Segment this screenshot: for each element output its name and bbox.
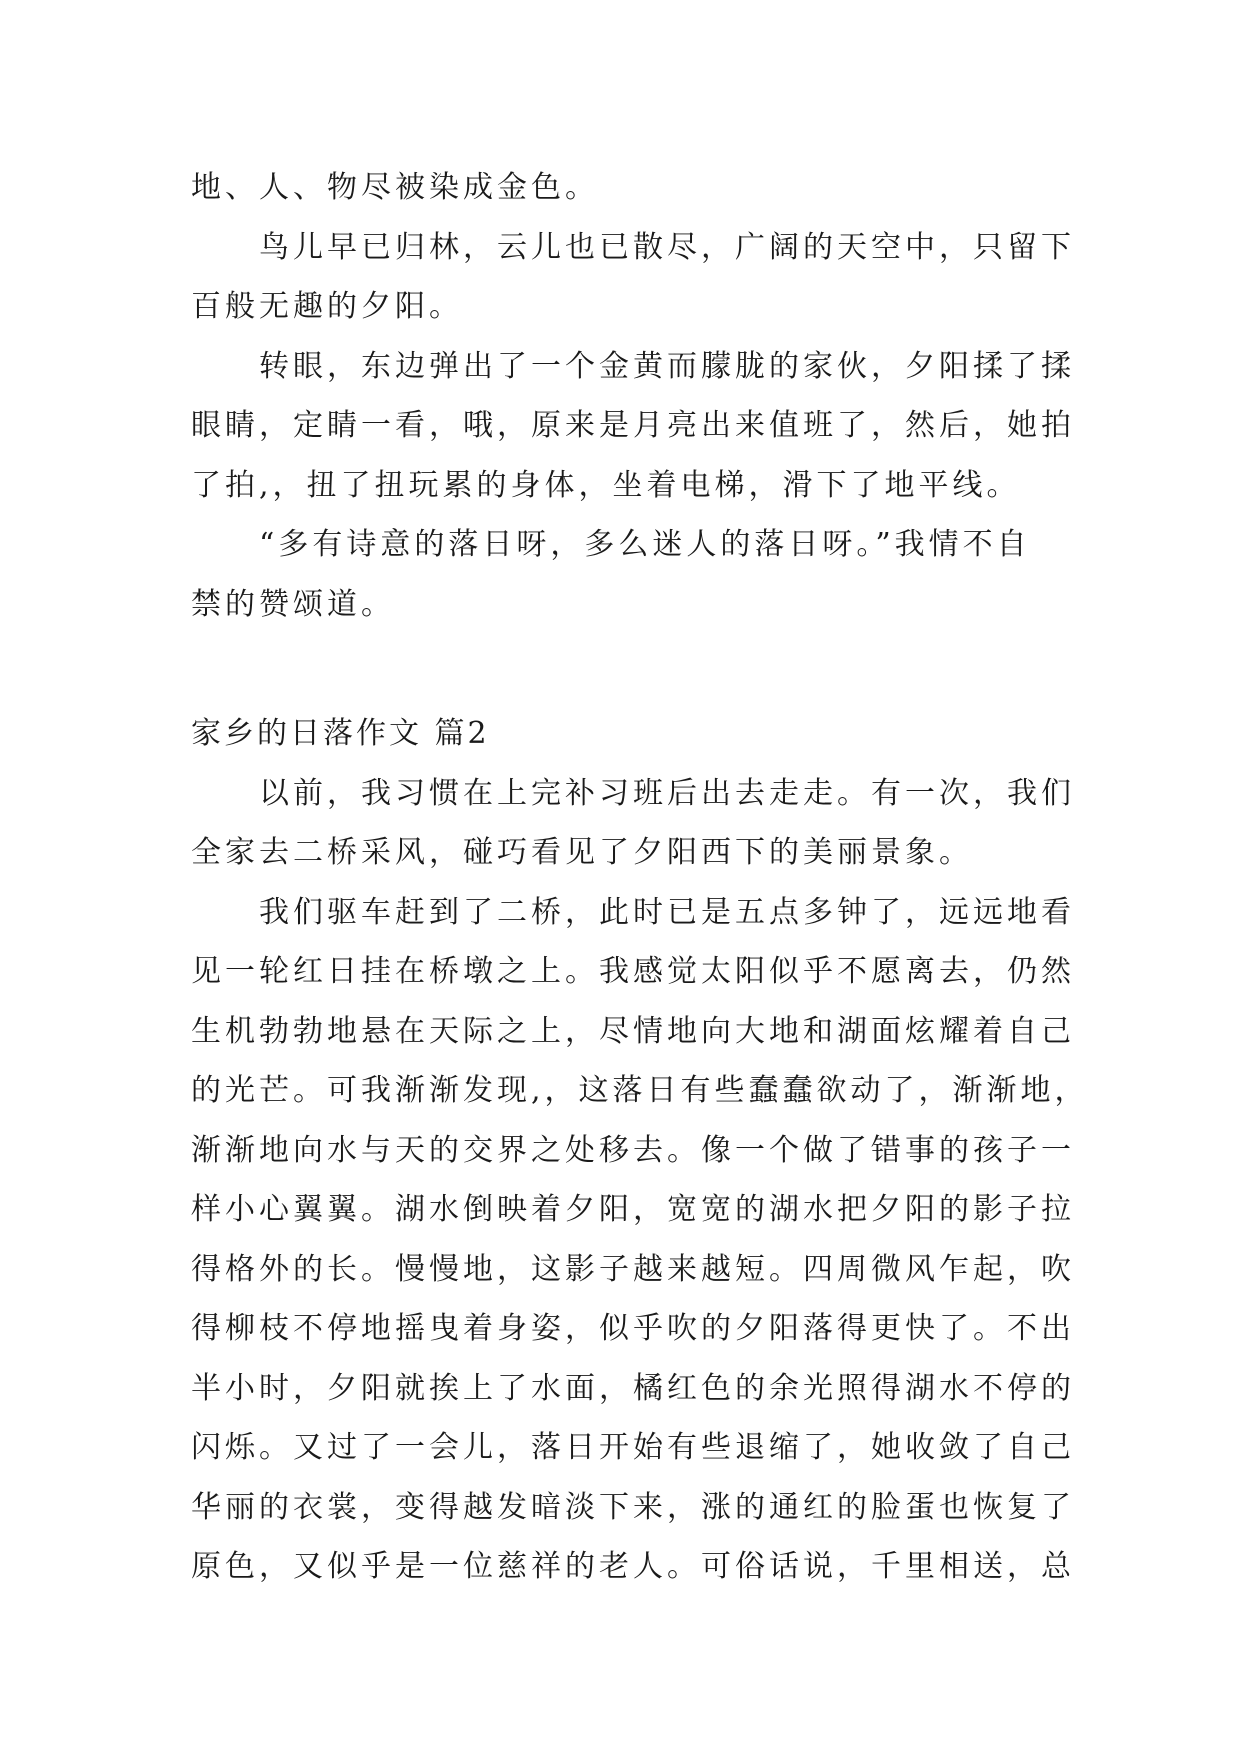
paragraph [191,883,1091,1597]
text-line: 全家去二桥采风，碰巧看见了夕阳西下的美丽景象。 [191,835,973,870]
paragraph [191,337,1091,516]
text-line: 生机勃勃地悬在天际之上，尽情地向大地和湖面炫耀着自己 [191,1013,1075,1049]
text-line: 禁的赞颂道。 [191,586,395,622]
text-line: 眼睛，定睛一看，哦，原来是月亮出来值班了，然后，她拍 [191,408,1075,443]
text-line: 半小时，夕阳就挨上了水面，橘红色的余光照得湖水不停的 [191,1370,1075,1406]
text-line: 地、人、物尽被染成金色。 [191,170,599,205]
text-line: 了拍,，扭了扭玩累的身体，坐着电梯，滑下了地平线。 [191,467,1021,503]
paragraph [191,218,1091,337]
text-line: 见一轮红日挂在桥墩之上。我感觉太阳似乎不愿离去，仍然 [191,954,1075,989]
section-gap [191,634,1091,704]
text-line: 得格外的长。慢慢地，这影子越来越短。四周微风乍起，吹 [191,1251,1075,1287]
paragraph [191,158,1091,218]
paragraph [191,515,1091,634]
text-line: 的光芒。可我渐渐发现,，这落日有些蠢蠢欲动了，渐渐地， [191,1073,1089,1108]
text-line: “多有诗意的落日呀，多么迷人的落日呀。”我情不自 [259,527,1031,562]
document-body [191,158,1091,1597]
text-line: 以前，我习惯在上完补习班后出去走走。有一次，我们 [259,775,1075,811]
text-line: 华丽的衣裳，变得越发暗淡下来，涨的通红的脸蛋也恢复了 [191,1489,1075,1525]
text-line: 百般无趣的夕阳。 [191,289,463,324]
paragraph [191,764,1091,883]
text-line: 样小心翼翼。湖水倒映着夕阳，宽宽的湖水把夕阳的影子拉 [191,1192,1075,1227]
text-line: 鸟儿早已归林，云儿也已散尽，广阔的天空中，只留下 [259,229,1075,265]
text-line: 渐渐地向水与天的交界之处移去。像一个做了错事的孩子一 [191,1132,1075,1168]
text-line: 转眼，东边弹出了一个金黄而朦胧的家伙，夕阳揉了揉 [259,348,1075,384]
text-line: 原色，又似乎是一位慈祥的老人。可俗话说，千里相送，总 [191,1549,1075,1584]
text-line: 得柳枝不停地摇曳着身姿，似乎吹的夕阳落得更快了。不出 [191,1311,1075,1346]
text-line: 闪烁。又过了一会儿，落日开始有些退缩了，她收敛了自己 [191,1430,1075,1465]
text-line: 我们驱车赶到了二桥，此时已是五点多钟了，远远地看 [259,894,1075,930]
section-heading: 家乡的日落作文 篇2 [191,716,490,751]
